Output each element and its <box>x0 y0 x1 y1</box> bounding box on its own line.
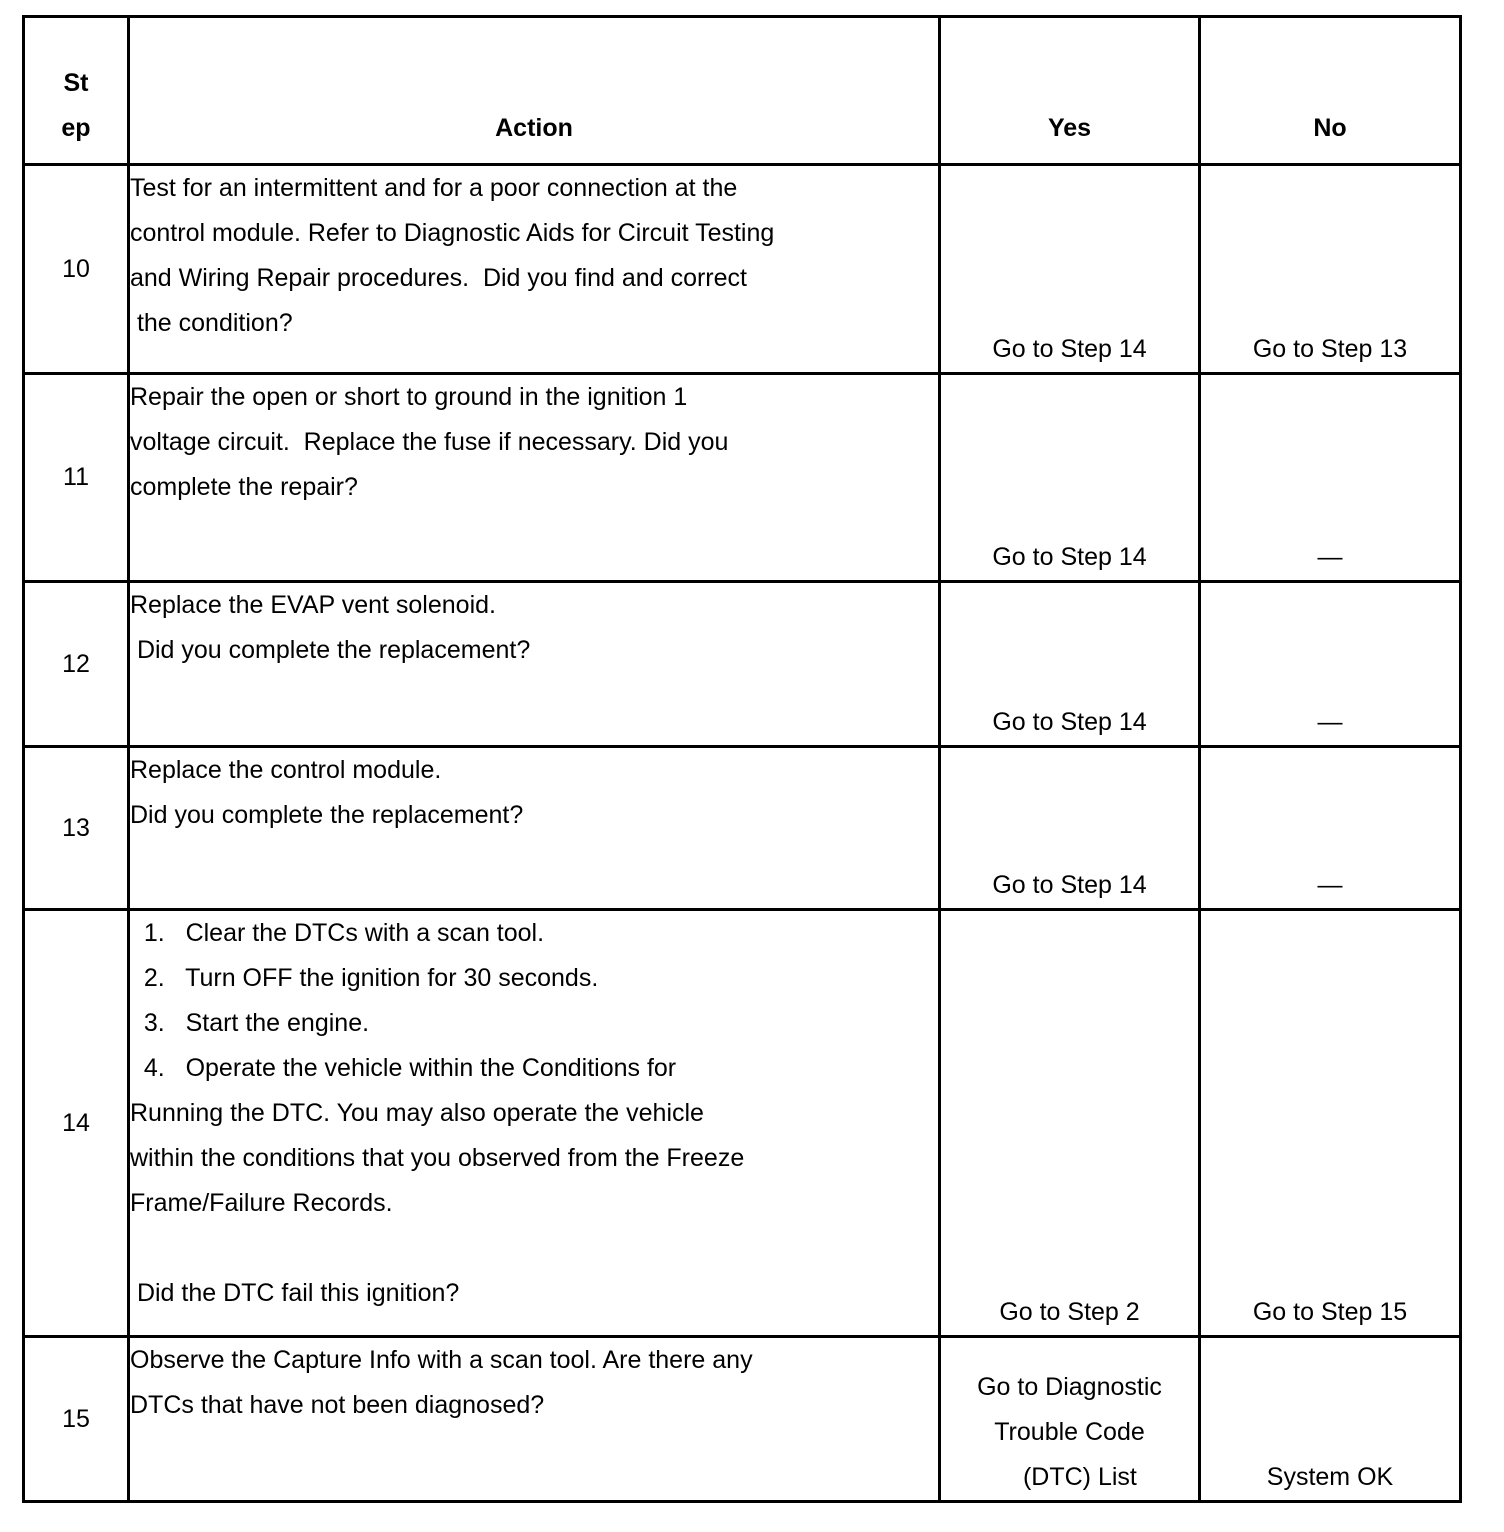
step-cell: 14 <box>24 910 129 1337</box>
header-step <box>24 17 129 165</box>
no-cell <box>1200 582 1461 747</box>
yes-cell <box>940 747 1200 910</box>
yes-cell <box>940 374 1200 582</box>
action-line: Did you complete the replacement? <box>130 801 524 829</box>
no-line: Go to Step 15 <box>1252 1298 1408 1326</box>
action-line: Frame/Failure Records. <box>130 1189 393 1217</box>
action-line: Did the DTC fail this ignition? <box>130 1279 460 1307</box>
yes-line: Go to Step 14 <box>992 335 1147 363</box>
diagnostic-table <box>22 15 1462 1503</box>
no-line: System OK <box>1266 1463 1394 1491</box>
action-line: Did you complete the replacement? <box>130 636 531 664</box>
action-cell <box>129 374 940 582</box>
action-line: 1. Clear the DTCs with a scan tool. <box>130 919 545 947</box>
step-cell: 11 <box>24 374 129 582</box>
action-line: 2. Turn OFF the ignition for 30 seconds. <box>130 964 599 992</box>
no-cell <box>1200 165 1461 374</box>
yes-cell <box>940 165 1200 374</box>
action-line: voltage circuit. Replace the fuse if necessary. Did you <box>130 428 729 456</box>
action-line: Replace the control module. <box>130 756 442 784</box>
table-row <box>24 582 1461 747</box>
action-line: the condition? <box>130 309 293 337</box>
action-cell <box>129 747 940 910</box>
yes-cell <box>940 910 1200 1337</box>
action-line: complete the repair? <box>130 473 358 501</box>
yes-line: Go to Step 14 <box>992 708 1147 736</box>
action-cell <box>129 910 940 1337</box>
action-line: Replace the EVAP vent solenoid. <box>130 591 496 619</box>
yes-line: Go to Step 2 <box>999 1298 1140 1326</box>
action-line <box>130 1226 938 1271</box>
yes-line: Trouble Code <box>994 1418 1145 1446</box>
step-cell: 10 <box>24 165 129 374</box>
action-line: Repair the open or short to ground in the ignition 1 <box>130 383 688 411</box>
header-yes: Yes <box>940 17 1200 165</box>
yes-line: Go to Diagnostic <box>977 1373 1162 1401</box>
no-line: Go to Step 13 <box>1252 335 1408 363</box>
header-row <box>24 17 1461 165</box>
table-row <box>24 165 1461 374</box>
table-row <box>24 374 1461 582</box>
no-line: — <box>1317 871 1343 899</box>
yes-cell <box>940 1337 1200 1502</box>
action-line: and Wiring Repair procedures. Did you find and correct <box>130 264 747 292</box>
yes-line: Go to Step 14 <box>992 543 1147 571</box>
yes-cell <box>940 582 1200 747</box>
action-cell <box>129 582 940 747</box>
header-action: Action <box>129 17 940 165</box>
table-row <box>24 910 1461 1337</box>
no-line: — <box>1317 708 1343 736</box>
action-line: control module. Refer to Diagnostic Aids for Circuit Testing <box>130 219 775 247</box>
step-cell: 13 <box>24 747 129 910</box>
action-cell <box>129 165 940 374</box>
action-line: Running the DTC. You may also operate the vehicle <box>130 1099 704 1127</box>
no-cell <box>1200 747 1461 910</box>
yes-line: (DTC) List <box>1002 1463 1137 1491</box>
step-cell: 12 <box>24 582 129 747</box>
action-line: within the conditions that you observed from the Freeze <box>130 1144 745 1172</box>
header-step-line: St <box>63 69 89 97</box>
no-cell <box>1200 1337 1461 1502</box>
table-row <box>24 1337 1461 1502</box>
no-cell <box>1200 910 1461 1337</box>
action-line: 3. Start the engine. <box>130 1009 370 1037</box>
action-line: 4. Operate the vehicle within the Conditions for <box>130 1054 677 1082</box>
action-line: Observe the Capture Info with a scan tool. Are there any <box>130 1346 753 1374</box>
action-line: Test for an intermittent and for a poor connection at the <box>130 174 738 202</box>
no-line: — <box>1317 543 1343 571</box>
action-cell <box>129 1337 940 1502</box>
table-row <box>24 747 1461 910</box>
yes-line: Go to Step 14 <box>992 871 1147 899</box>
no-cell <box>1200 374 1461 582</box>
header-no: No <box>1200 17 1461 165</box>
step-cell: 15 <box>24 1337 129 1502</box>
action-line: DTCs that have not been diagnosed? <box>130 1391 545 1419</box>
header-step-line: ep <box>61 114 91 142</box>
